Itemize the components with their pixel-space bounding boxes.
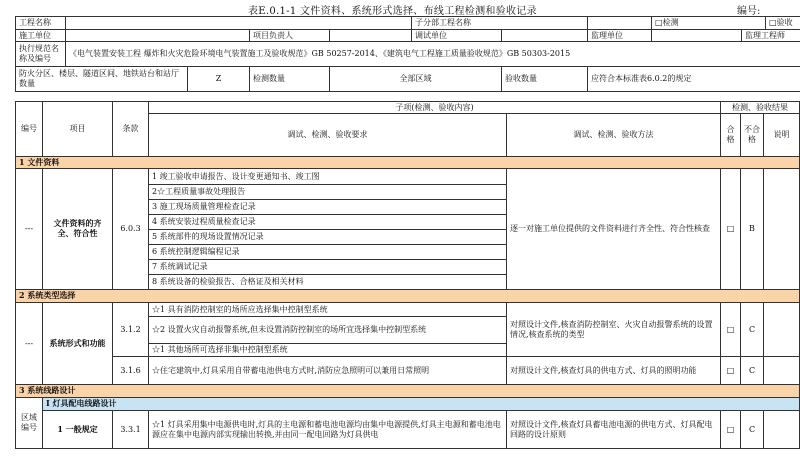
main-table: [15, 101, 800, 449]
section-1-req: 7 系统调试记录: [149, 260, 507, 275]
section-1-item: 文件资料的齐全、符合性: [43, 169, 113, 290]
col-subitem-header: 子项(检测、验收内容): [149, 102, 721, 114]
section-2-note[interactable]: [764, 303, 800, 357]
section-1-req: 8 系统设备的检验报告、合格证及相关材料: [149, 275, 507, 290]
section-1-pass-checkbox[interactable]: □: [721, 169, 741, 290]
check-option[interactable]: □检测: [652, 17, 766, 30]
section-1-header: 1 文件资料: [16, 157, 800, 169]
section-1-no: ---: [16, 169, 43, 290]
zone-label: 防火分区、楼层、隧道区间、地铁站台和站厅数量: [16, 67, 188, 92]
section-1-method: 逐一对施工单位提供的文件资料进行齐全性、符合性核查: [507, 169, 721, 290]
section-2-method: 对照设计文件,核查消防控制室、火灾自动报警系统的设置情况,核查系统的类型: [507, 303, 721, 357]
sub-project-name-value[interactable]: [588, 17, 652, 30]
supervision-engineer-label: 监理工程师: [742, 30, 800, 42]
project-manager-value[interactable]: [330, 30, 412, 42]
section-3-req: ☆1 灯具采用集中电源供电时,灯具的主电源和蓄电池电源均由集中电源提供,灯具主电源和蓄电池电源应在集中电源内部实现输出转换,并由同一配电回路为灯具供电: [149, 411, 507, 449]
col-requirement-header: 调试、检测、验收要求: [149, 114, 507, 157]
section-2-item: 系统形式和功能: [43, 303, 113, 385]
section-2-clause: 3.1.6: [113, 357, 149, 385]
col-clause-header: 条款: [113, 102, 149, 157]
section-3-pass-checkbox[interactable]: □: [721, 411, 741, 449]
section-2-req: ☆住宅建筑中,灯具采用自带蓄电池供电方式时,消防应急照明可以兼用日常照明: [149, 357, 507, 385]
project-name-label: 工程名称: [16, 17, 66, 30]
section-2-clause: 3.1.2: [113, 303, 149, 357]
section-1-req: 3 施工现场质量管理检查记录: [149, 200, 507, 215]
section-1-req: 6 系统控制逻辑编程记录: [149, 245, 507, 260]
accept-qty-value: 应符合本标准表6.0.2的规定: [588, 67, 800, 92]
sub-project-name-label: 子分部工程名称: [412, 17, 588, 30]
section-1-req: 1 竣工验收申请报告、设计变更通知书、竣工图: [149, 169, 507, 185]
construction-unit-value[interactable]: [66, 30, 250, 42]
section-3-no: 区域编号: [16, 398, 43, 449]
form-title: 表E.0.1-1 文件资料、系统形式选择、布线工程检测和验收记录: [248, 6, 537, 17]
section-1-clause: 6.0.3: [113, 169, 149, 290]
col-note-header: 说明: [764, 114, 800, 157]
standard-label: 执行规范名称及编号: [16, 42, 66, 67]
section-2-req: ☆1 其他场所可选择非集中控制型系统: [149, 344, 507, 357]
section-3-result: C: [741, 411, 764, 449]
supervision-unit-label: 监理单位: [588, 30, 652, 42]
section-1-note[interactable]: [764, 169, 800, 290]
col-method-header: 调试、检测、验收方法: [507, 114, 721, 157]
construction-unit-label: 施工单位: [16, 30, 66, 42]
section-2-method: 对照设计文件,核查灯具的供电方式、灯具的照明功能: [507, 357, 721, 385]
section-1-req: 4 系统安装过程质量检查记录: [149, 215, 507, 230]
check-qty-label: 检测数量: [250, 67, 330, 92]
standard-value: 《电气装置安装工程 爆炸和火灾危险环境电气装置施工及验收规范》GB 50257-2014、《建筑电气工程施工质量验收规范》GB 50303-2015: [66, 42, 800, 67]
section-2-result: C: [741, 303, 764, 357]
section-3-note[interactable]: [764, 411, 800, 449]
title-row: [0, 0, 800, 16]
section-1-req: 5 系统部件的现场设置情况记录: [149, 230, 507, 245]
section-2-no: ---: [16, 303, 43, 385]
section-3-item: 1 一般规定: [43, 411, 113, 449]
project-manager-label: 项目负责人: [250, 30, 330, 42]
zone-value: Z: [188, 67, 250, 92]
project-name-value[interactable]: [66, 17, 412, 30]
section-3-header: 3 系统线路设计: [16, 385, 800, 398]
section-3-method: 对照设计文件,核查灯具蓄电池电源的供电方式、灯具配电回路的设计原则: [507, 411, 721, 449]
check-qty-value: 全部区域: [330, 67, 502, 92]
debug-unit-value[interactable]: [502, 30, 588, 42]
col-result-header: 检测、验收结果: [721, 102, 800, 114]
col-item-header: 项目: [43, 102, 113, 157]
col-no-header: 编号: [16, 102, 43, 157]
section-2-note[interactable]: [764, 357, 800, 385]
section-2-pass-checkbox[interactable]: □: [721, 303, 741, 357]
section-1-result: B: [741, 169, 764, 290]
section-2-pass-checkbox[interactable]: □: [721, 357, 741, 385]
accept-qty-label: 验收数量: [502, 67, 588, 92]
section-3-clause: 3.3.1: [113, 411, 149, 449]
info-table: [15, 16, 800, 92]
section-2-req: ☆1 具有消防控制室的场所应选择集中控制型系统: [149, 303, 507, 317]
section-2-header: 2 系统类型选择: [16, 290, 800, 303]
col-pass-header: 合格: [721, 114, 741, 157]
form-code-label: 编号:: [737, 6, 761, 17]
section-1-req: 2☆工程质量事故处理报告: [149, 185, 507, 200]
section-2-result: C: [741, 357, 764, 385]
supervision-unit-value[interactable]: [652, 30, 742, 42]
section-2-req: ☆2 设置火灾自动报警系统,但未设置消防控制室的场所宜选择集中控制型系统: [149, 317, 507, 344]
section-3-subheader: I 灯具配电线路设计: [43, 398, 800, 411]
accept-option[interactable]: □验收: [766, 17, 800, 30]
debug-unit-label: 调试单位: [412, 30, 502, 42]
col-fail-header: 不合格: [741, 114, 764, 157]
